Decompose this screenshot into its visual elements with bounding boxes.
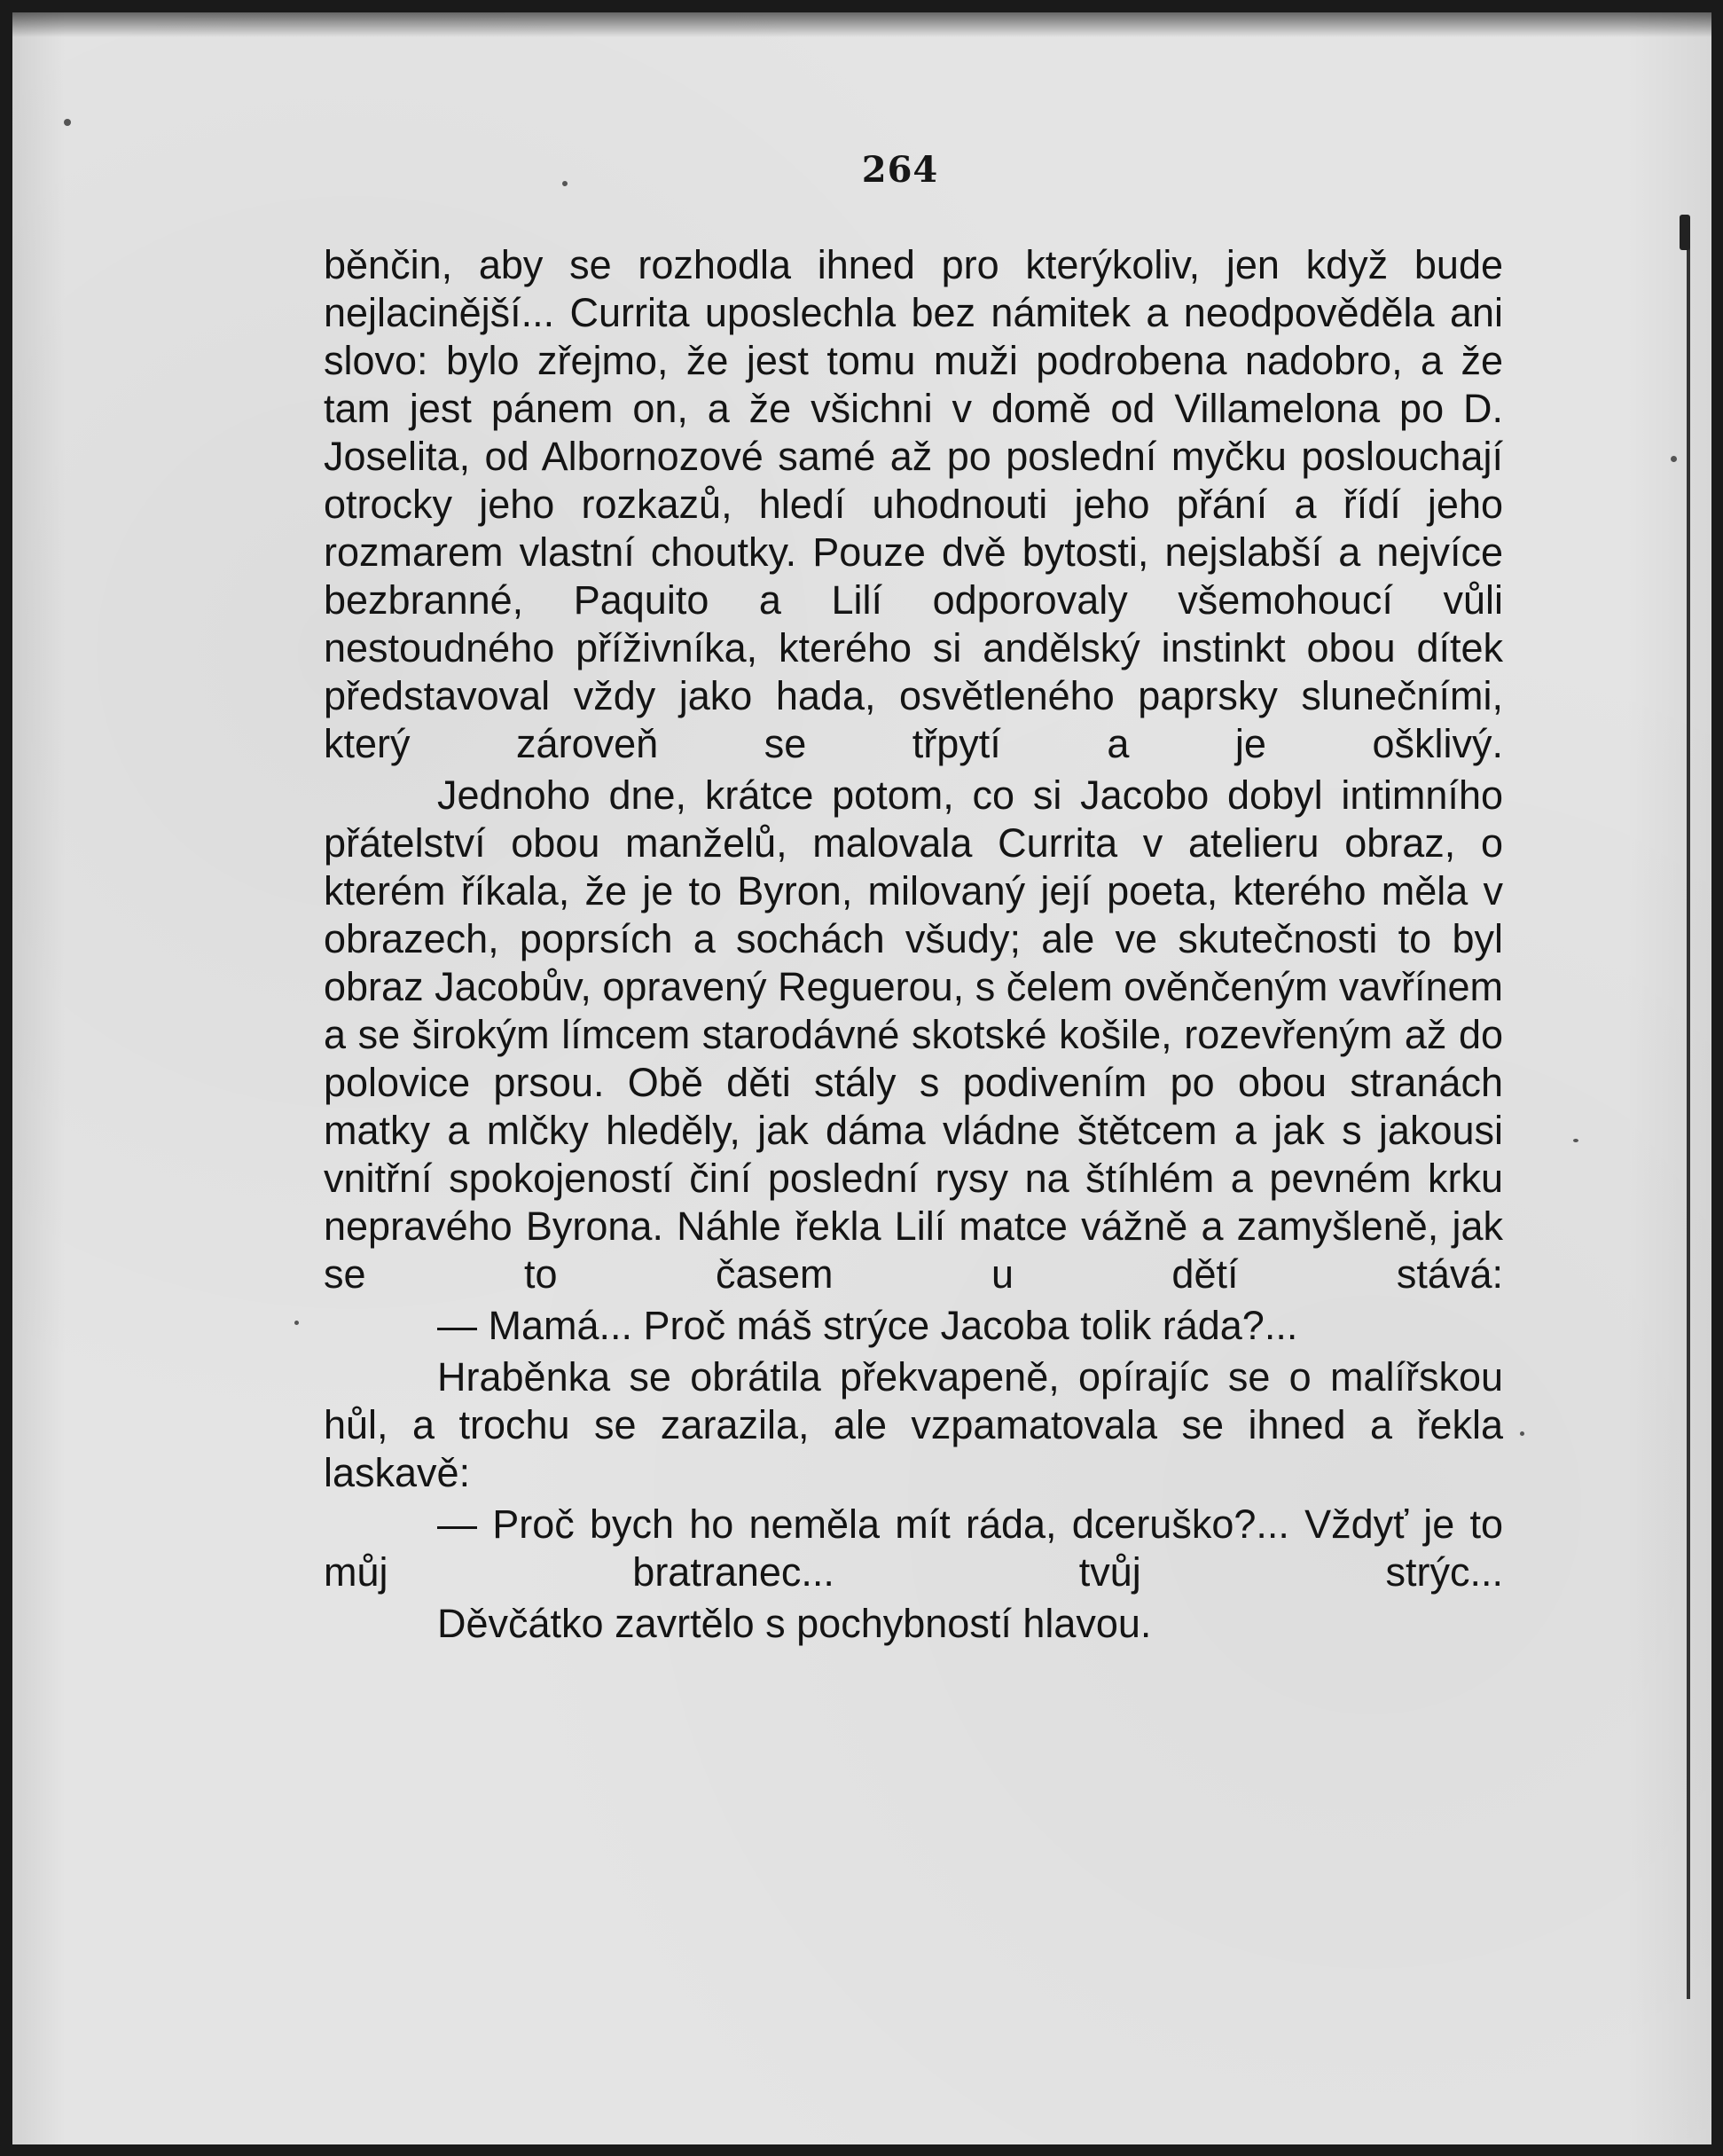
dust-speck bbox=[1573, 1139, 1578, 1142]
binding-edge-line bbox=[1687, 225, 1690, 1999]
dust-speck bbox=[1671, 456, 1677, 462]
dialogue-line: — Mamá... Proč máš strýce Jacoba tolik ráda?... bbox=[437, 1303, 1298, 1348]
paragraph: Hraběnka se obrátila překvapeně, opírajíc se o malířskou hůl, a trochu se zarazila, ale vzpamatovala se ihned a řekla laskavě: bbox=[324, 1354, 1503, 1495]
binding-edge-mark bbox=[1680, 215, 1690, 250]
dust-speck bbox=[64, 119, 71, 126]
paragraph: běnčin, aby se rozhodla ihned pro kterýkoliv, jen když bude nejlacinější... Currita uposlechla bez námitek a neodpověděla ani slovo: bylo zřejmo, že jest tomu muži podrobena nadobro, a že tam jest pánem on, a že všichni v domě od Villamelona po D. Joselita, od Albornozové samé až po poslední myčku poslouchají otrocky jeho rozkazů, hledí uhodnouti jeho přání a řídí jeho rozmarem vlastní choutky. Pouze dvě bytosti, nejslabší a nejvíce bezbranné, Paquito a Lilí odporovaly všemohoucí vůli nestoudného příživníka, kterého si andělský instinkt obou dítek představoval vždy jako hada, osvětleného paprsky slunečními, který zároveň se třpytí a je ošklivý. bbox=[324, 242, 1503, 766]
page-number: 264 bbox=[861, 149, 939, 191]
paragraph: Jednoho dne, krátce potom, co si Jacobo dobyl intimního přátelství obou manželů, malovala Currita v atelieru obraz, o kterém říkala, že je to Byron, milovaný její poeta, kterého měla v obrazech, poprsích a sochách všudy; ale ve skutečnosti to byl obraz Jacobův, opravený Reguerou, s čelem ověnčeným vavřínem a se širokým límcem starodávné skotské košile, rozevřeným až do polovice prsou. Obě děti stály s podivením po obou stranách matky a mlčky hleděly, jak dáma vládne štětcem a jak s jakousi vnitřní spokojeností činí poslední rysy na štíhlém a pevném krku nepravého Byrona. Náhle řekla Lilí matce vážně a zamyšleně, jak se to časem u dětí stává: bbox=[324, 772, 1503, 1297]
dust-speck bbox=[294, 1321, 299, 1325]
dialogue-line: — Proč bych ho neměla mít ráda, dceruško?... Vždyť je to můj bratranec... tvůj strýc... bbox=[324, 1501, 1503, 1595]
scan-top-shadow bbox=[12, 12, 1711, 37]
body-text bbox=[324, 241, 1503, 1648]
paragraph: Děvčátko zavrtělo s pochybností hlavou. bbox=[437, 1601, 1152, 1646]
dust-speck bbox=[1520, 1431, 1524, 1436]
